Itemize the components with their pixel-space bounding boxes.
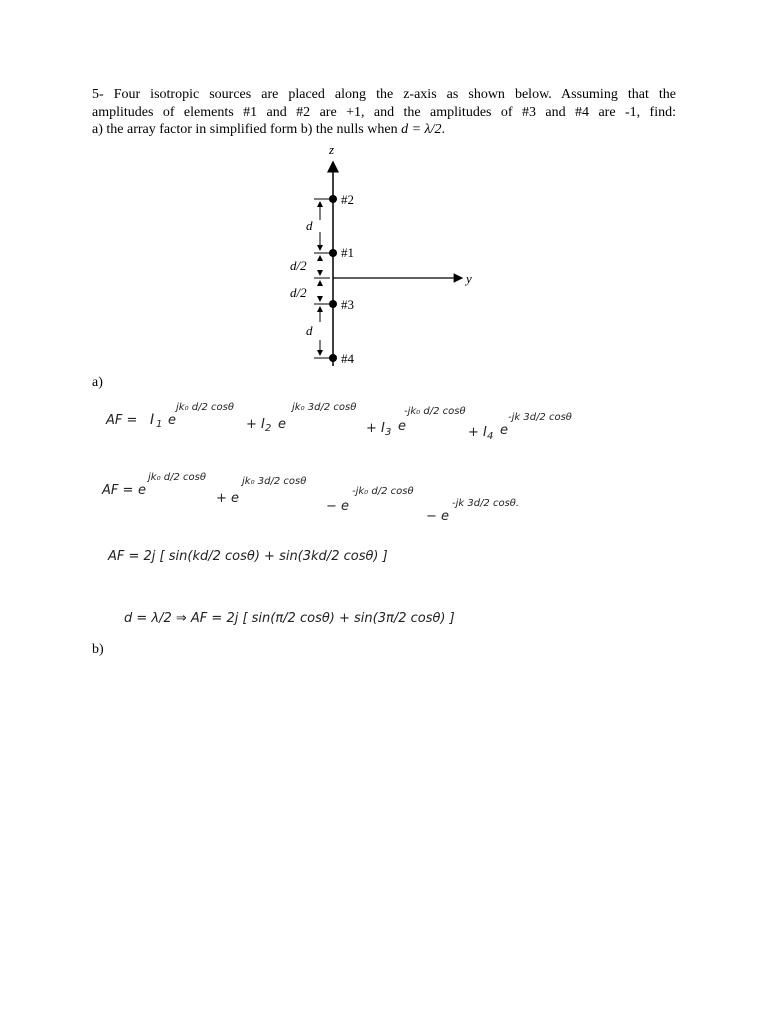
- af-line1-t2-exp: jk₀ 3d/2 cosθ: [292, 402, 357, 413]
- af-line1-e1: e: [168, 413, 176, 428]
- af-line2-t4-exp: -jk 3d/2 cosθ.: [452, 498, 520, 509]
- af-line1-t1: I: [150, 412, 155, 428]
- af-half-wavelength: d = λ/2 ⇒ AF = 2j [ sin(π/2 cosθ) + sin(3π/2 cosθ) ]: [124, 611, 455, 626]
- af-line1-t4-sub: 4: [487, 431, 494, 442]
- problem-line-3-end: .: [441, 122, 445, 137]
- af-line1-t3-sub: 3: [385, 427, 392, 438]
- af-line2-t4: − e: [426, 509, 450, 524]
- handwritten-solution: [96, 396, 572, 632]
- af-line1-t1-sub: 1: [156, 419, 163, 430]
- element-1-label: #1: [341, 245, 354, 260]
- element-3-label: #3: [341, 297, 354, 312]
- element-4-dot: [329, 354, 337, 362]
- af-line1-e3: e: [398, 419, 406, 434]
- spacing-label-d-bottom: d: [306, 323, 313, 338]
- af-line1-e4: e: [500, 423, 508, 438]
- array-diagram: [290, 140, 480, 376]
- spacing-label-half-top: d/2: [290, 258, 307, 273]
- af-line2-t2-exp: jk₀ 3d/2 cosθ: [242, 476, 307, 487]
- y-axis-label: y: [466, 271, 472, 286]
- element-4-label: #4: [341, 351, 354, 366]
- problem-statement: [92, 86, 676, 139]
- element-3-dot: [329, 300, 337, 308]
- af-line1-t3-exp: -jk₀ d/2 cosθ: [404, 406, 466, 417]
- problem-line-3: [92, 121, 676, 139]
- element-2-dot: [329, 195, 337, 203]
- af-line1-t1-exp: jk₀ d/2 cosθ: [176, 402, 234, 413]
- element-2-label: #2: [341, 192, 354, 207]
- af-line1-t2: + I: [246, 417, 265, 432]
- af-simplified: AF = 2j [ sin(kd/2 cosθ) + sin(3kd/2 cosθ) ]: [108, 549, 388, 564]
- af-line1-e2: e: [278, 417, 286, 432]
- dimension-ticks: [314, 199, 330, 358]
- element-1-dot: [329, 249, 337, 257]
- spacing-condition: d = λ/2: [401, 122, 442, 137]
- af-line2-t3-exp: -jk₀ d/2 cosθ: [352, 486, 414, 497]
- af-line2-t2: + e: [216, 491, 240, 506]
- spacing-label-half-bottom: d/2: [290, 285, 307, 300]
- af-line2-t3: − e: [326, 499, 350, 514]
- af-line1-t2-sub: 2: [265, 423, 272, 434]
- problem-line-3-text: a) the array factor in simplified form b) the nulls when: [92, 122, 402, 137]
- problem-line-2: amplitudes of elements #1 and #2 are +1, and the amplitudes of #3 and #4 are -1, find:: [92, 104, 676, 120]
- spacing-label-d-top: d: [306, 218, 313, 233]
- z-axis-label: z: [329, 142, 335, 157]
- af-line2-e1: e: [138, 483, 146, 498]
- af-line1-lhs: AF =: [106, 413, 138, 428]
- problem-line-1: 5- Four isotropic sources are placed along the z-axis as shown below. Assuming that the: [92, 87, 676, 102]
- af-line1-t4-exp: -jk 3d/2 cosθ: [508, 412, 572, 423]
- af-line2-lhs: AF =: [102, 483, 134, 498]
- af-line1-t3: + I: [366, 421, 385, 436]
- af-line2-t1-exp: jk₀ d/2 cosθ: [148, 472, 206, 483]
- part-b-label: b): [92, 642, 104, 657]
- part-a-label: a): [92, 375, 103, 390]
- af-line1-t4: + I: [468, 425, 487, 440]
